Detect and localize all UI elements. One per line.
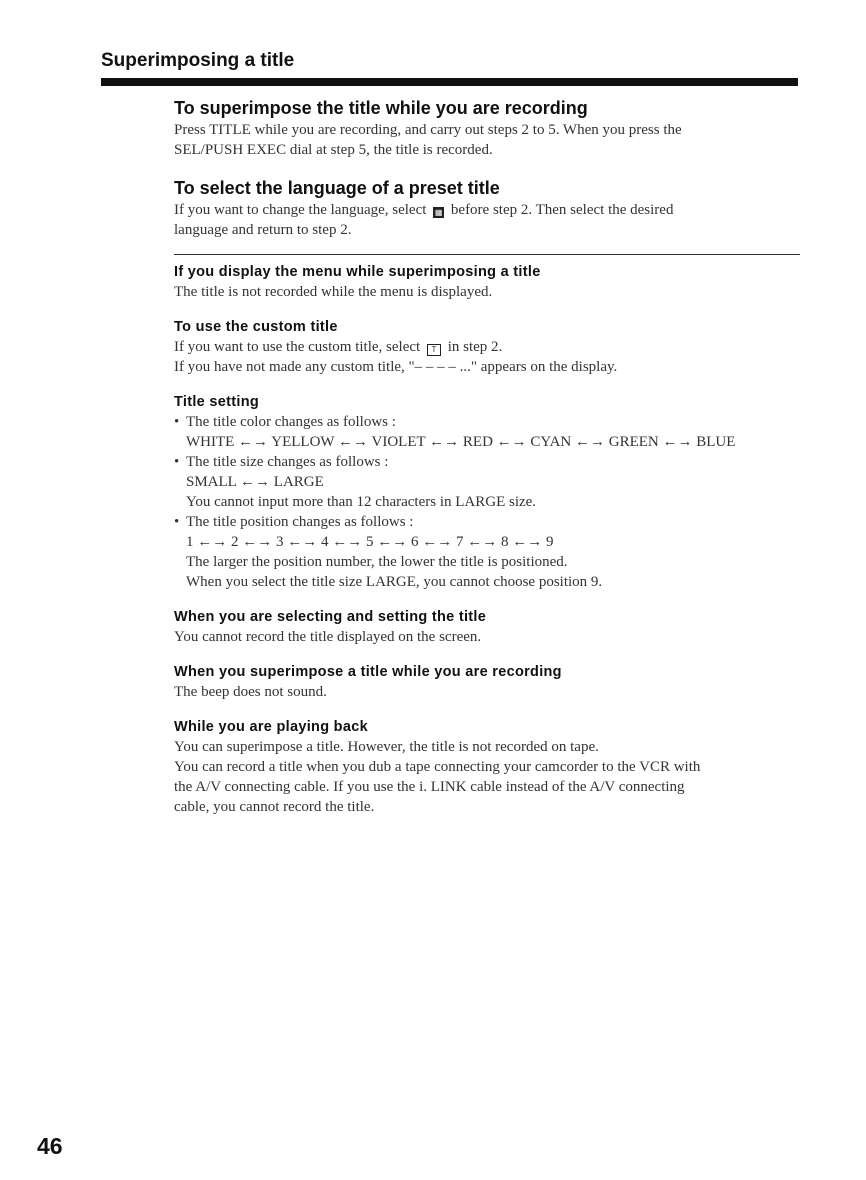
body-text: If you want to use the custom title, select	[174, 339, 421, 355]
note-custom	[174, 318, 800, 377]
body-line: the A/V connecting cable. If you use the i. LINK cable instead of the A/V connecting	[174, 779, 685, 795]
color-sequence: WHITE ←→ YELLOW ←→ VIOLET ←→ RED ←→ CYAN ←→ GREEN ←→ BLUE	[186, 434, 736, 450]
body-line: You can record a title when you dub a tape connecting your camcorder to the VCR with	[174, 759, 701, 775]
bullet-item	[174, 412, 800, 432]
header-rule	[101, 78, 798, 86]
language-section	[174, 176, 800, 240]
language-heading: To select the language of a preset title	[174, 178, 500, 198]
bullet-dot: •	[174, 414, 180, 430]
note-superimpose	[174, 663, 800, 702]
superimpose-recording-heading: To superimpose the title while you are recording	[174, 98, 588, 118]
body-line: SEL/PUSH EXEC dial at step 5, the title is recorded.	[174, 142, 493, 158]
note-heading: If you display the menu while superimposing a title	[174, 264, 541, 280]
notes-divider	[174, 254, 800, 255]
note-playback	[174, 718, 800, 817]
position-sequence: 1 ←→ 2 ←→ 3 ←→ 4 ←→ 5 ←→ 6 ←→ 7 ←→ 8 ←→ 9	[186, 534, 554, 550]
body-text: before step 2. Then select the desired	[450, 202, 674, 218]
body-line: The title is not recorded while the menu is displayed.	[174, 284, 493, 300]
body-line: The larger the position number, the lower the title is positioned.	[186, 554, 568, 570]
note-title-setting	[174, 393, 800, 592]
body-line: Press TITLE while you are recording, and carry out steps 2 to 5. When you press the	[174, 122, 682, 138]
body-line	[174, 200, 800, 220]
custom-title-icon: T	[427, 344, 441, 356]
body-text: in step 2.	[447, 339, 503, 355]
section-title: Superimposing a title	[101, 50, 295, 71]
note-menu	[174, 263, 800, 302]
body-line: language and return to step 2.	[174, 222, 352, 238]
body-text: The title size changes as follows :	[186, 454, 389, 470]
note-selecting	[174, 608, 800, 647]
page-number: 46	[37, 1133, 63, 1159]
bullet-dot: •	[174, 454, 180, 470]
body-line: You can superimpose a title. However, the title is not recorded on tape.	[174, 739, 599, 755]
bullet-item	[174, 512, 800, 532]
bullet-item	[174, 452, 800, 472]
body-line: You cannot input more than 12 characters in LARGE size.	[186, 494, 537, 510]
note-heading: While you are playing back	[174, 719, 368, 735]
note-heading: When you superimpose a title while you are recording	[174, 664, 562, 680]
bullet-dot: •	[174, 514, 180, 530]
size-sequence: SMALL ←→ LARGE	[186, 474, 324, 490]
body-text: The title color changes as follows :	[186, 414, 396, 430]
body-line: cable, you cannot record the title.	[174, 799, 375, 815]
note-heading: Title setting	[174, 394, 260, 410]
body-line: The beep does not sound.	[174, 684, 327, 700]
body-line: If you have not made any custom title, "– – – – ..." appears on the display.	[174, 359, 618, 375]
body-line: When you select the title size LARGE, you cannot choose position 9.	[186, 574, 603, 590]
body-line: You cannot record the title displayed on the screen.	[174, 629, 482, 645]
note-heading: To use the custom title	[174, 319, 338, 335]
language-icon: ▦	[434, 208, 443, 217]
note-heading: When you are selecting and setting the title	[174, 609, 487, 625]
body-text: The title position changes as follows :	[186, 514, 414, 530]
body-line	[174, 337, 800, 357]
page-content	[174, 96, 800, 829]
body-text: If you want to change the language, select	[174, 202, 427, 218]
superimpose-recording-section	[174, 96, 800, 160]
